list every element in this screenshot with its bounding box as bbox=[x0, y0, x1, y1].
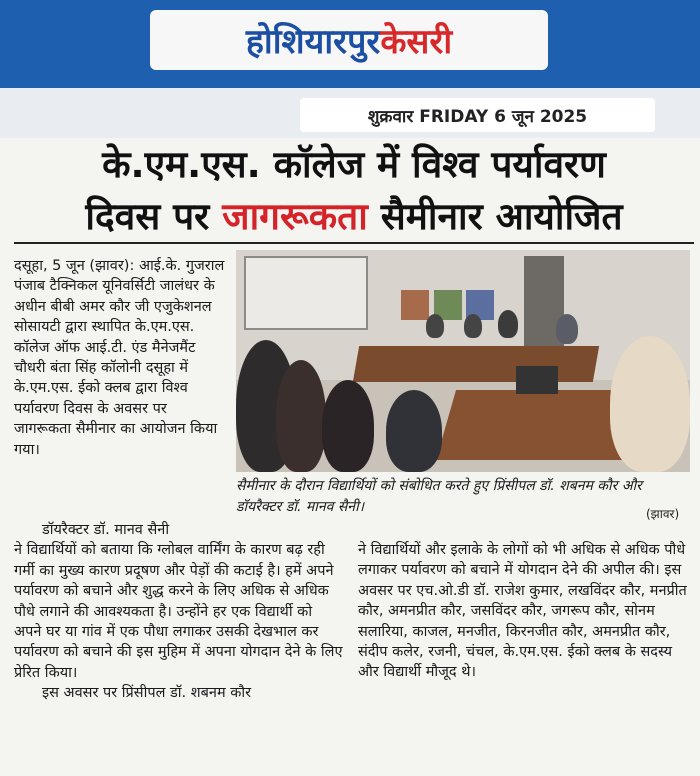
photo-person bbox=[610, 336, 690, 472]
headline-line-2-start: दिवस पर bbox=[85, 195, 223, 238]
headline-line-1: के.एम.एस. कॉलेज में विश्व पर्यावरण bbox=[102, 143, 606, 186]
logo-text-hoshiarpur: होशियारपुर bbox=[245, 22, 381, 62]
photo-poster bbox=[401, 290, 429, 320]
photo-person bbox=[386, 390, 442, 472]
photo-person bbox=[276, 360, 326, 472]
photo-person bbox=[464, 314, 482, 338]
issue-date: शुक्रवार FRIDAY 6 जून 2025 bbox=[300, 98, 655, 132]
headline-divider bbox=[14, 242, 694, 244]
newspaper-masthead bbox=[0, 0, 700, 88]
logo-text-kesari: केसरी bbox=[380, 22, 453, 62]
headline-line-2-end: सैमीनार आयोजित bbox=[367, 195, 623, 238]
photo-laptop bbox=[516, 366, 558, 394]
photo-caption: सैमीनार के दौरान विद्यार्थियों को संबोधित करते हुए प्रिंसीपल डॉ. शबनम कौर और डॉयरैक्टर डॉ. मानव सैनी। bbox=[236, 478, 642, 515]
photo-table bbox=[353, 346, 599, 382]
photo-person bbox=[556, 314, 578, 344]
headline-highlight: जागरूकता bbox=[222, 195, 368, 238]
article-paragraph-3-continued: ने विद्यार्थियों और इलाके के लोगों को भी अधिक से अधिक पौधे लगाकर पर्यावरण को बचाने में योगदान देने की अपील की। इस अवसर पर एच.ओ.डी डॉ. राजेश कुमार, लखविंदर कौर, मनप्रीत कौर, अमनप्रीत कौर, जसविंदर कौर, जगरूप कौर, सोनम सलारिया, काजल, मनजीत, किरनजीत कौर, अमनप्रीत कौर, संदीप कलेर, रजनी, चंचल, के.एम.एस. ईको क्लब के सदस्य और विद्यार्थी मौजूद थे। bbox=[358, 542, 687, 681]
photo-person bbox=[322, 380, 374, 472]
photo-person bbox=[498, 310, 518, 338]
newspaper-logo bbox=[150, 10, 548, 70]
article-paragraph-2: ने विद्यार्थियों को बताया कि ग्लोबल वार्मिंग के कारण बढ़ रही गर्मी का मुख्य कारण प्रदूषण और पेड़ों की कटाई है। हमें अपने पर्यावरण को बचाने और शुद्ध करने के लिए अधिक से अधिक पौधे लगाने की आवश्यकता है। उन्होंने हर एक विद्यार्थी को अपने घर या गांव में एक पौधा लगाकर उसकी देखभाल कर पर्यावरण को बचाने की इस मुहिम में अपना योगदान देने के लिए प्रेरित किया। bbox=[14, 542, 343, 681]
photo-credit: (झावर) bbox=[646, 507, 680, 521]
article-intro bbox=[14, 256, 228, 460]
article-paragraph-2-lead: डॉयरैक्टर डॉ. मानव सैनी bbox=[42, 522, 170, 538]
photo-person bbox=[426, 314, 444, 338]
article-paragraph-3: इस अवसर पर प्रिंसीपल डॉ. शबनम कौर bbox=[42, 685, 252, 702]
article-column-2 bbox=[358, 540, 690, 683]
event-photo bbox=[236, 250, 690, 472]
photo-whiteboard bbox=[244, 256, 368, 330]
article-intro-text: दसूहा, 5 जून (झावर): आई.के. गुजराल पंजाब टैक्निकल यूनिवर्सिटी जालंधर के अधीन बीबी अमर कौर जी एजुकेशनल सोसायटी द्वारा स्थापित के.एम.एस. कॉलेज ऑफ आई.टी. एंड मैनेजमैंट चौधरी बंता सिंह कॉलोनी दसूहा में के.एम.एस. ईको क्लब द्वारा विश्व पर्यावरण दिवस के अवसर पर जागरूकता सैमीनार का आयोजन किया गया। bbox=[14, 258, 225, 458]
article-column-1 bbox=[14, 520, 344, 704]
headline-line-2 bbox=[14, 194, 694, 240]
